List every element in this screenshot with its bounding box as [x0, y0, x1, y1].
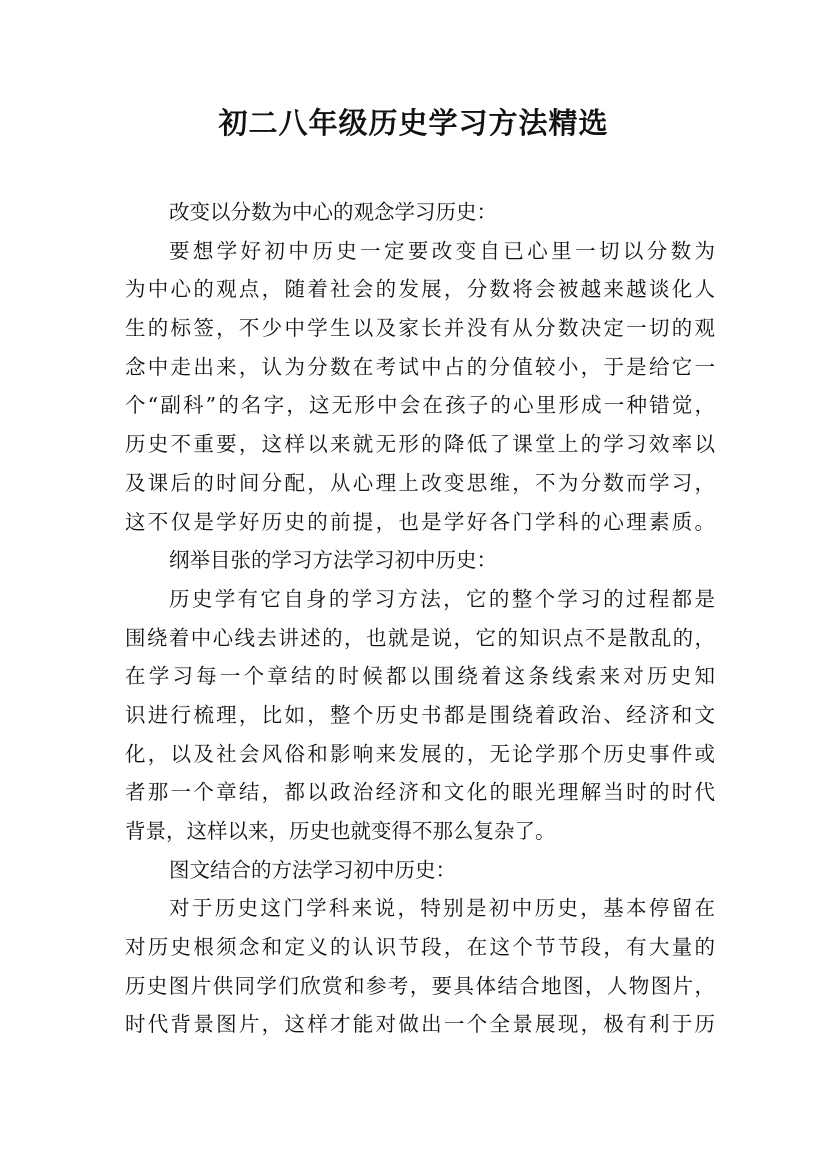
document-title: 初二八年级历史学习方法精选: [218, 106, 609, 140]
section-heading: 纲举目张的学习方法学习初中历史：: [169, 548, 497, 573]
paragraph-line: 围绕着中心线去讲述的，也就是说，它的知识点不是散乱的，: [125, 625, 715, 650]
paragraph-line: 时代背景图片，这样才能对做出一个全景展现，极有利于历: [125, 1012, 715, 1037]
section-heading: 改变以分数为中心的观念学习历史：: [169, 200, 497, 224]
paragraph-line: 识进行梳理，比如，整个历史书都是围绕着政治、经济和文: [125, 702, 715, 727]
paragraph-line: 这不仅是学好历史的前提，也是学好各门学科的心理素质。: [125, 509, 715, 534]
paragraph-line: 为中心的观点，随着社会的发展，分数将会被越来越谈化人: [125, 277, 715, 302]
paragraph-line: 历史学有它自身的学习方法，它的整个学习的过程都是: [169, 586, 715, 611]
paragraph-line: 个“副科”的名字，这无形中会在孩子的心里形成一种错觉，: [125, 393, 715, 418]
paragraph-line: 化，以及社会风俗和影响来发展的，无论学那个历史事件或: [125, 741, 715, 766]
paragraph-line: 及课后的时间分配，从心理上改变思维，不为分数而学习，: [125, 470, 715, 495]
paragraph-line: 历史图片供同学们欣赏和参考，要具体结合地图，人物图片，: [125, 973, 715, 998]
paragraph-line: 对历史根须念和定义的认识节段，在这个节节段，有大量的: [125, 935, 715, 960]
paragraph-line: 历史不重要，这样以来就无形的降低了课堂上的学习效率以: [125, 432, 715, 457]
paragraph-line: 背景，这样以来，历史也就变得不那么复杂了。: [125, 819, 556, 843]
paragraph-line: 者那一个章结，都以政治经济和文化的眼光理解当时的时代: [125, 780, 715, 805]
paragraph-line: 对于历史这门学科来说，特别是初中历史，基本停留在: [169, 896, 715, 921]
document-body: [125, 193, 715, 1044]
paragraph-line: 生的标签，不少中学生以及家长并没有从分数决定一切的观: [125, 316, 715, 341]
section-heading: 图文结合的方法学习初中历史：: [169, 857, 456, 882]
paragraph-line: 要想学好初中历史一定要改变自已心里一切以分数为: [169, 238, 715, 263]
paragraph-line: 在学习每一个章结的时候都以围绕着这条线索来对历史知: [125, 664, 715, 689]
paragraph-line: 念中走出来，认为分数在考试中占的分值较小，于是给它一: [125, 354, 715, 379]
